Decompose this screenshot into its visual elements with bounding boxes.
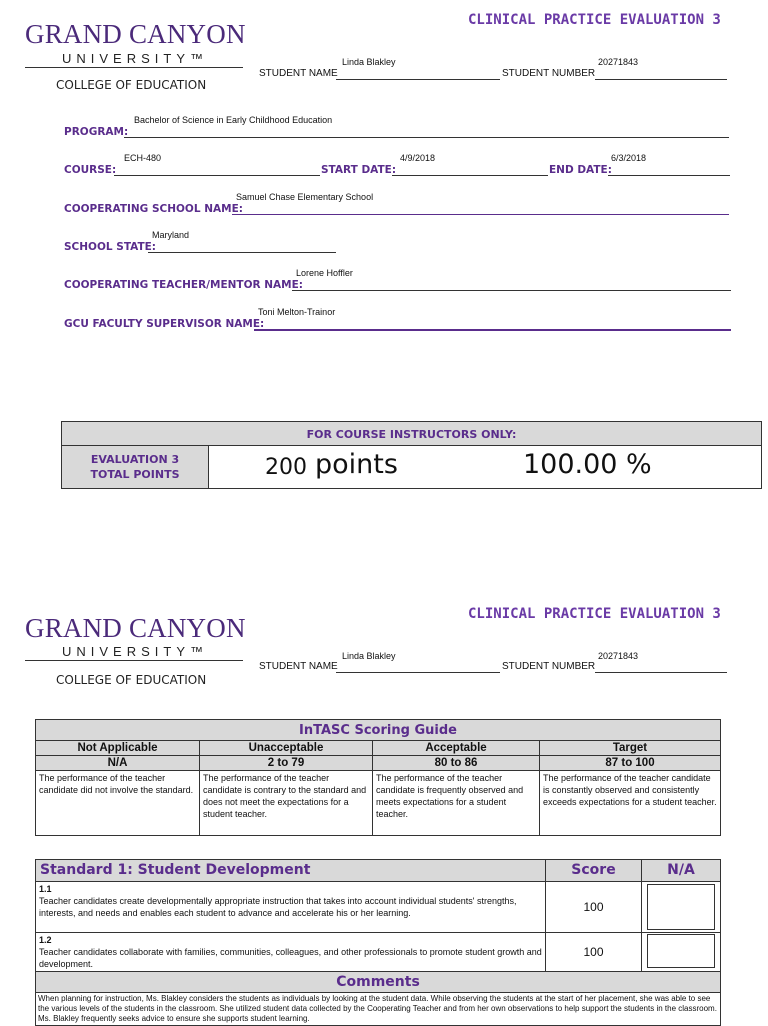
- score-header: Score: [571, 862, 616, 878]
- logo-divider: [25, 67, 243, 68]
- item-na-cell: [642, 882, 721, 933]
- student-number-line: [595, 79, 727, 80]
- item-text: Teacher candidates collaborate with families, communities, colleagues, and other professionals to promote student growth and development.: [39, 947, 542, 969]
- college-name-p2: COLLEGE OF EDUCATION: [56, 673, 207, 687]
- scoring-guide-table: [35, 719, 721, 836]
- start-date-label: START DATE:: [321, 164, 397, 176]
- standard1-title-cell: [36, 860, 546, 882]
- course-value: ECH-480: [124, 153, 162, 163]
- standard-item-1-1: [36, 882, 546, 933]
- guide-col-name: Not Applicable: [36, 741, 200, 756]
- na-header: N/A: [667, 862, 695, 878]
- school-state-value: Maryland: [152, 230, 190, 240]
- eval-line1: EVALUATION 3: [90, 453, 180, 466]
- supervisor-value: Toni Melton-Trainor: [258, 307, 336, 317]
- guide-col-range: 87 to 100: [540, 756, 721, 771]
- guide-title-cell: [36, 720, 721, 741]
- na-header-cell: [642, 860, 721, 882]
- teacher-label: COOPERATING TEACHER/MENTOR NAME:: [64, 279, 303, 291]
- end-date-value: 6/3/2018: [611, 153, 647, 163]
- end-date-label: END DATE:: [549, 164, 612, 176]
- points-cell: [209, 446, 762, 489]
- item-number: 1.2: [39, 935, 52, 945]
- course-line: [114, 175, 320, 176]
- student-name-line: [336, 79, 500, 80]
- guide-col-range: 80 to 86: [373, 756, 540, 771]
- school-state-line: [148, 252, 336, 253]
- guide-col-name: Target: [540, 741, 721, 756]
- standard1-title: Standard 1: Student Development: [40, 862, 311, 878]
- guide-col-desc: The performance of the teacher candidate did not involve the standard.: [36, 771, 200, 836]
- guide-title: InTASC Scoring Guide: [299, 723, 457, 738]
- start-date-line: [392, 175, 548, 176]
- eval-line2: TOTAL POINTS: [90, 468, 180, 481]
- guide-col-desc: The performance of the teacher candidate is contrary to the standard and does not meet the expectations for a student teacher.: [200, 771, 373, 836]
- points-number: 200: [265, 455, 307, 480]
- teacher-value: Lorene Hoffler: [296, 268, 353, 278]
- supervisor-line: [254, 329, 731, 331]
- college-name: COLLEGE OF EDUCATION: [56, 78, 207, 92]
- gcu-logo-wordmark-p2: GRAND CANYON: [25, 613, 246, 643]
- program-value: Bachelor of Science in Early Childhood Education: [134, 115, 333, 125]
- school-state-label: SCHOOL STATE:: [64, 241, 157, 253]
- gcu-logo-university: UNIVERSITY™: [62, 51, 209, 66]
- standard-item-1-2: [36, 933, 546, 972]
- logo-divider-p2: [25, 660, 243, 661]
- comments-header-cell: [36, 972, 721, 993]
- guide-col-name: Acceptable: [373, 741, 540, 756]
- student-number-value: 20271843: [598, 57, 639, 67]
- item-score: 100: [546, 933, 642, 972]
- student-name-label-p2: STUDENT NAME: [259, 661, 338, 672]
- student-name-label: STUDENT NAME: [259, 68, 338, 79]
- teacher-line: [292, 290, 731, 291]
- instructors-box: [61, 421, 762, 489]
- student-number-value-p2: 20271843: [598, 651, 639, 661]
- standard1-table: [35, 859, 721, 1026]
- item-score: 100: [546, 882, 642, 933]
- gcu-logo-university-p2: UNIVERSITY™: [62, 644, 209, 659]
- item-number: 1.1: [39, 884, 52, 894]
- eval-total-cell: [62, 446, 209, 489]
- instructors-heading: FOR COURSE INSTRUCTORS ONLY:: [306, 427, 517, 441]
- comments-header: Comments: [336, 974, 420, 990]
- instructors-heading-cell: [62, 422, 762, 446]
- item-text: Teacher candidates create developmentally appropriate instruction that takes into account individual students' strengths, interests, and needs and enables each student to advance and accelerate his or her learning.: [39, 896, 517, 918]
- student-number-label: STUDENT NUMBER: [502, 68, 596, 79]
- item-na-cell: [642, 933, 721, 972]
- percent-value: 100.00 %: [523, 449, 652, 480]
- na-checkbox[interactable]: [647, 934, 715, 968]
- start-date-value: 4/9/2018: [400, 153, 436, 163]
- score-header-cell: [546, 860, 642, 882]
- school-name-line: [232, 214, 729, 215]
- student-name-line-p2: [336, 672, 500, 673]
- gcu-logo-wordmark: GRAND CANYON: [25, 19, 246, 49]
- student-name-value: Linda Blakley: [342, 57, 396, 67]
- na-checkbox[interactable]: [647, 884, 715, 930]
- form-title-p2: CLINICAL PRACTICE EVALUATION 3: [468, 606, 721, 622]
- school-name-value: Samuel Chase Elementary School: [236, 192, 374, 202]
- form-title: CLINICAL PRACTICE EVALUATION 3: [468, 12, 721, 28]
- guide-col-desc: The performance of the teacher candidate is constantly observed and consistently exceeds expectations for a student teacher.: [540, 771, 721, 836]
- supervisor-label: GCU FACULTY SUPERVISOR NAME:: [64, 318, 265, 330]
- comments-text[interactable]: When planning for instruction, Ms. Blakley considers the students as individuals by looking at the student data. While observing the students at the start of her placement, she was able to see the various levels of the students in the classroom. She utilized student data collected by the Cooperating Teacher and from her own observations to help support the students in the classroom. Ms. Blakley frequently seeks advice to ensure she supports student learning.: [36, 993, 721, 1026]
- student-name-value-p2: Linda Blakley: [342, 651, 396, 661]
- points-word: points: [315, 449, 398, 480]
- school-name-label: COOPERATING SCHOOL NAME:: [64, 203, 243, 215]
- course-label: COURSE:: [64, 164, 117, 176]
- guide-col-desc: The performance of the teacher candidate is frequently observed and meets expectations for a student teacher.: [373, 771, 540, 836]
- student-number-line-p2: [595, 672, 727, 673]
- guide-col-range: N/A: [36, 756, 200, 771]
- guide-col-range: 2 to 79: [200, 756, 373, 771]
- guide-col-name: Unacceptable: [200, 741, 373, 756]
- student-number-label-p2: STUDENT NUMBER: [502, 661, 596, 672]
- end-date-line: [608, 175, 730, 176]
- program-line: [124, 137, 729, 138]
- program-label: PROGRAM:: [64, 126, 129, 138]
